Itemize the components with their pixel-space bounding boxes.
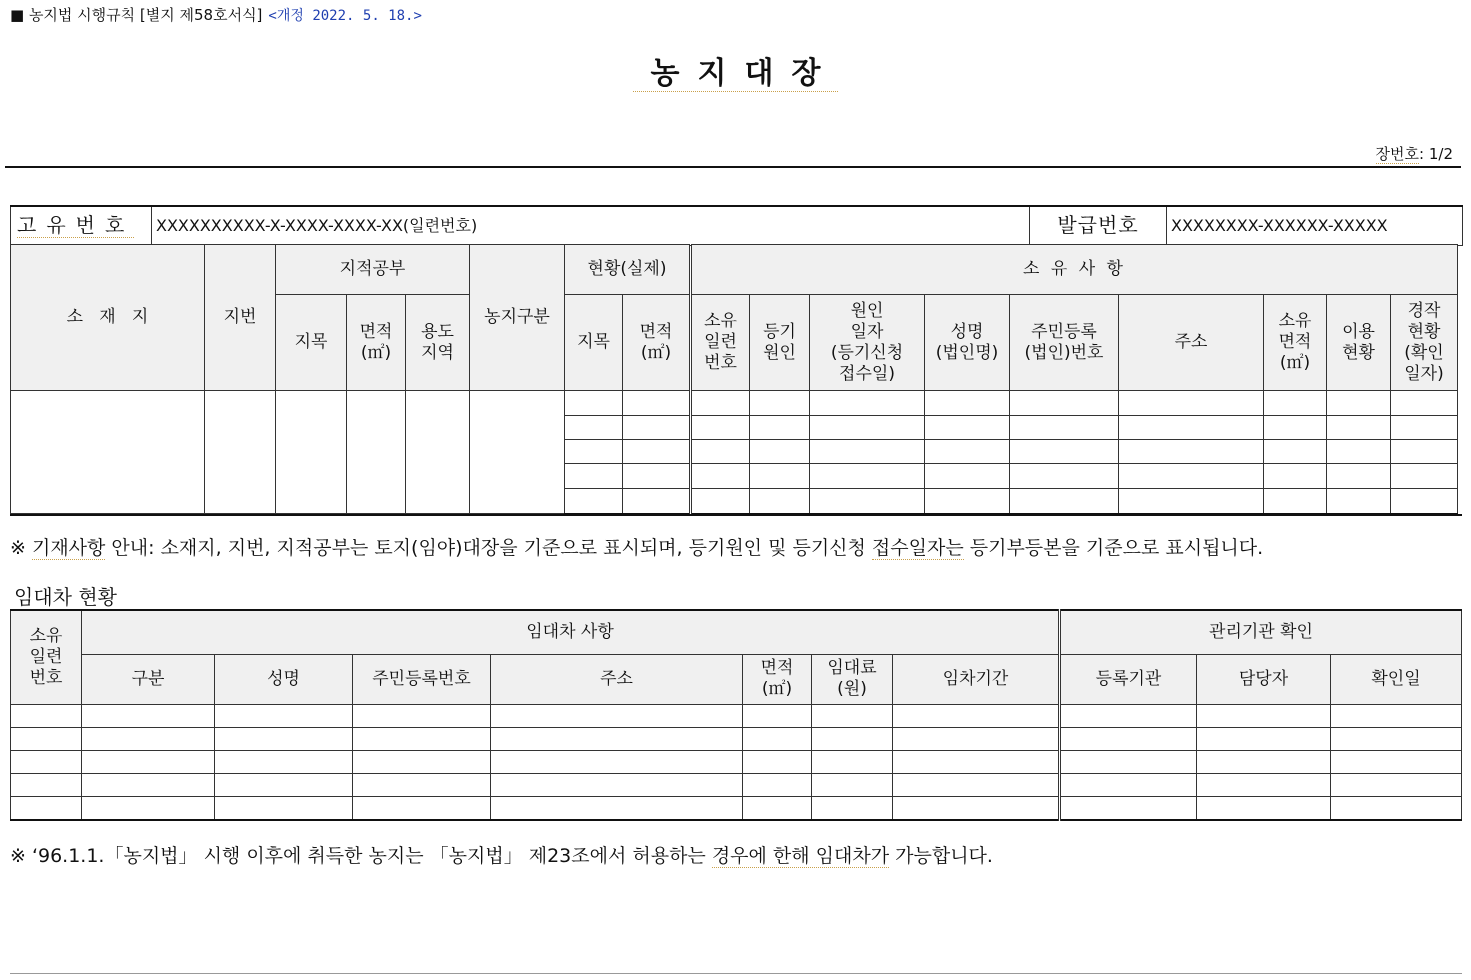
cadastral-area-cell xyxy=(347,391,406,514)
form-reference-text: ■ 농지법 시행규칙 [별지 제58호서식] xyxy=(10,6,263,24)
note-underlined-text: 기재사항 xyxy=(31,537,106,559)
check-date-header: 확인일 xyxy=(1331,654,1462,704)
lease-area-header: 면적 (㎡) xyxy=(743,654,812,704)
document-title-text: 농지대장 xyxy=(633,56,839,92)
lessee-regno-header: 주민등록번호 xyxy=(353,654,491,704)
registration-cause-header: 등기 원인 xyxy=(750,295,810,391)
owner-name-header: 성명 (법인명) xyxy=(925,295,1010,391)
table-row xyxy=(11,773,1462,796)
note-text: ※ ‘96.1.1.「농지법」 시행 이후에 취득한 농지는 「농지법」 제23조에서 허용하는 xyxy=(10,845,712,867)
unique-number-label xyxy=(11,206,152,245)
officer-header: 담당자 xyxy=(1197,654,1331,704)
lease-type-header: 구분 xyxy=(82,654,215,704)
owned-area-header: 소유 면적 (㎡) xyxy=(1264,295,1327,391)
note-prefix: ※ xyxy=(10,537,32,559)
cadastral-zoning: 용도 지역 xyxy=(406,295,470,391)
owner-serial-header: 소유 일련 번호 xyxy=(11,610,82,704)
cadastral-header: 지적공부 xyxy=(276,245,470,295)
cadastral-area: 면적 (㎡) xyxy=(347,295,406,391)
top-rule xyxy=(5,166,1461,168)
note-text: 등기부등본을 기준으로 표시됩니다. xyxy=(963,537,1264,559)
document-title xyxy=(0,48,1471,92)
actual-area: 면적 (㎡) xyxy=(623,295,691,391)
lease-table xyxy=(10,609,1462,821)
owner-address-header: 주소 xyxy=(1119,295,1264,391)
table-row xyxy=(11,727,1462,750)
registering-agency-header: 등록기관 xyxy=(1060,654,1197,704)
lessee-name-header: 성명 xyxy=(215,654,353,704)
lease-period-header: 임차기간 xyxy=(893,654,1060,704)
ownership-header: 소 유 사 항 xyxy=(691,245,1458,295)
revision-date: <개정 2022. 5. 18.> xyxy=(268,8,422,24)
issue-number-label: 발급번호 xyxy=(1030,206,1167,245)
form-reference xyxy=(10,4,422,25)
page-number-value: : 1/2 xyxy=(1419,145,1453,163)
lot-cell xyxy=(205,391,276,514)
table-row xyxy=(11,750,1462,773)
location-header: 소 재 지 xyxy=(11,245,205,391)
registration-number-header: 주민등록 (법인)번호 xyxy=(1010,295,1119,391)
use-status-header: 이용 현황 xyxy=(1327,295,1391,391)
id-table xyxy=(10,205,1463,246)
page-number xyxy=(1376,143,1453,164)
unique-number-value: XXXXXXXXXX-X-XXXX-XXXX-XX(일련번호) xyxy=(152,206,1030,245)
table-row xyxy=(11,704,1462,727)
unique-number-label-text: 고유번호 xyxy=(17,213,135,238)
lease-section-title: 임대차 현황 xyxy=(14,585,117,609)
cadastral-land-category: 지목 xyxy=(276,295,347,391)
note-underlined-text: 경우에 한해 임대차가 xyxy=(711,845,890,867)
cadastral-category-cell xyxy=(276,391,347,514)
land-table xyxy=(10,244,1458,515)
issue-number-value: XXXXXXXX-XXXXXX-XXXXX xyxy=(1167,206,1463,245)
lease-legal-note xyxy=(10,841,993,868)
farmland-type-cell xyxy=(470,391,565,514)
agency-check-header: 관리기관 확인 xyxy=(1060,610,1462,654)
entry-guide-note xyxy=(10,533,1263,560)
farmland-type-header: 농지구분 xyxy=(470,245,565,391)
zoning-cell xyxy=(406,391,470,514)
lessee-address-header: 주소 xyxy=(491,654,743,704)
farming-status-header: 경작 현황 (확인 일자) xyxy=(1391,295,1458,391)
location-cell xyxy=(11,391,205,514)
page-number-label: 장번호 xyxy=(1375,145,1420,163)
bottom-rule xyxy=(10,973,1462,974)
lot-number-header: 지번 xyxy=(205,245,276,391)
land-table-bottom-rule xyxy=(10,514,1462,516)
rent-header: 임대료 (원) xyxy=(812,654,893,704)
table-row xyxy=(11,391,1458,416)
actual-status-header: 현황(실제) xyxy=(565,245,691,295)
note-text: 안내: 소재지, 지번, 지적공부는 토지(임야)대장을 기준으로 표시되며, 등기원인 및 등기신청 xyxy=(105,537,872,559)
table-row xyxy=(11,796,1462,820)
owner-serial-header: 소유 일련 번호 xyxy=(691,295,750,391)
cause-date-header: 원인 일자 (등기신청 접수일) xyxy=(810,295,925,391)
actual-land-category: 지목 xyxy=(565,295,623,391)
lease-info-header: 임대차 사항 xyxy=(82,610,1060,654)
note-underlined-text: 접수일자는 xyxy=(871,537,964,559)
note-text: 가능합니다. xyxy=(889,845,993,867)
